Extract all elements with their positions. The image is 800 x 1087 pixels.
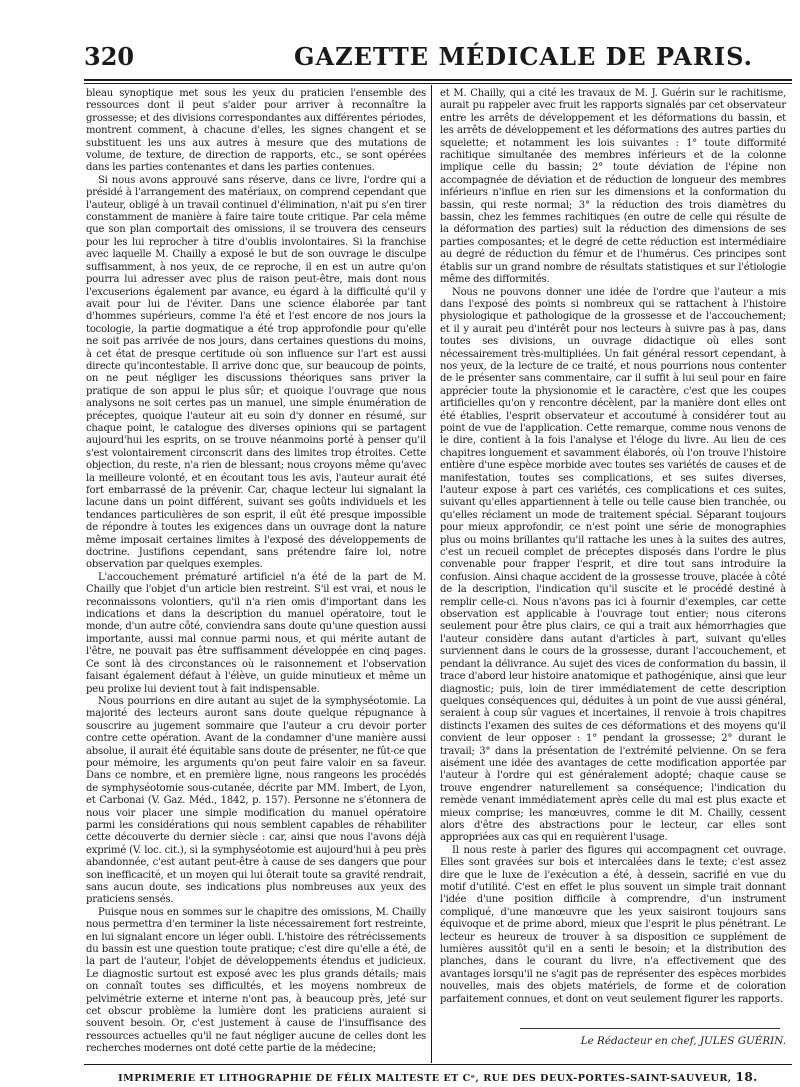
header-rule-thin	[84, 83, 792, 84]
paragraph: Nous pourrions en dire autant au sujet de la symphyséotomie. La majorité des lecteurs auront sans doute quelque répugnance à souscrire au jugement sommaire que l'auteur a cru devoir porter contre cette opération. Avant de la condamner d'une manière aussi absolue, il aurait été équitable sans doute de présenter, ne fût-ce que pour mémoire, les arguments qu'on peut faire valoir en sa faveur. Dans ce nombre, et en première ligne, nous rangeons les procédés de symphyséotomie sous-cutanée, décrite par MM. Imbert, de Lyon, et Carbonai (V. Gaz. Méd., 1842, p. 157). Personne ne s'étonnera de nous voir placer une simple modification du manuel opératoire parmi les considérations qui nous semblent capables de réhabiliter cette découverte du dernier siècle : car, ainsi que nous l'avons déjà exprimé (V. loc. cit.), si la symphyséotomie est aujourd'hui à peu près abandonnée, c'est autant peut-être à cause de ses dangers que pour son inefficacité, et un moyen qui lui ôterait toute sa gravité rendrait, sans aucun doute, ses indications plus nombreuses aux yeux des praticiens sensés.	[86, 695, 426, 906]
masthead-title: GAZETTE MÉDICALE DE PARIS.	[294, 42, 753, 71]
paragraph: Si nous avons approuvé sans réserve, dans ce livre, l'ordre qui a présidé à l'arrangement des matériaux, on comprend cependant que l'auteur, obligé à un travail continuel d'élimination, n'ait pu s'en tirer constamment de manière à faire taire toute critique. Par cela même que son plan comportait des omissions, il se trouvera des censeurs pour les lui reprocher à titre d'oublis involontaires. Si la franchise avec laquelle M. Chailly a exposé le but de son ouvrage le disculpe suffisamment, à nos yeux, de ce reproche, il en est un autre qu'on pourra lui adresser avec plus de raison peut-être, mais dont nous l'excuserions également par avance, eu égard à la difficulté qu'il y avait pour lui de l'éviter. Dans une science élaborée par tant d'hommes supérieurs, comme l'a été et l'est encore de nos jours la tocologie, la partie dogmatique a été trop approfondie pour qu'elle ne soit pas arrivée de nos jours, dans certaines questions du moins, à cet état de presque certitude où son influence sur l'art est aussi directe qu'incontestable. Il arrive donc que, sur beaucoup de points, on ne peut négliger les discussions théoriques sans priver la pratique de son appui le plus sûr; et quoique l'ouvrage que nous analysons ne soit certes pas un manuel, une simple énumération de préceptes, quoique l'auteur ait eu soin d'y donner en résumé, sur chaque point, le catalogue des diverses opinions qui se partagent aujourd'hui les esprits, on se trouve néanmoins porté à penser qu'il s'est volontairement circonscrit dans des limites trop étroites. Cette objection, du reste, n'a rien de blessant; nous croyons même qu'avec la meilleure volonté, et en écoutant tous les avis, l'auteur aurait été fort embarrassé de la prévenir. Car, chaque lecteur lui signalant la lacune dans un point différent, suivant ses goûts individuels et les tendances particulières de son esprit, il eût été presque impossible de répondre à toutes les exigences dans un ouvrage dont la nature même imposait certaines limites à l'exposé des développements de doctrine. Justifions cependant, sans prétendre faire loi, notre observation par quelques exemples.	[86, 174, 426, 571]
paragraph: bleau synoptique met sous les yeux du praticien l'ensemble des ressources dont il peut s'aider pour arriver à reconnaître la grossesse; et des divisions correspondantes aux différentes périodes, montrent comment, à chacune d'elles, les signes changent et se substituent les uns aux autres à mesure que des mutations de volume, de texture, de direction de rapports, etc., se sont opérées dans les parties contenantes et dans les parties contenues.	[86, 88, 426, 174]
signature-rule	[520, 1028, 780, 1029]
page-header	[84, 42, 792, 76]
page-number: 320	[84, 42, 135, 71]
imprint-text: IMPRIMERIE ET LITHOGRAPHIE DE FÉLIX MALTESTE ET Cᵉ, RUE DES DEUX-PORTES-SAINT-SAUVEUR,	[118, 1073, 732, 1084]
column-divider	[431, 85, 432, 1063]
imprint-number: 18.	[735, 1070, 758, 1084]
left-column	[86, 88, 426, 1056]
header-rule	[84, 79, 792, 81]
editor-signature: Le Rédacteur en chef, JULES GUÉRIN.	[580, 1035, 786, 1047]
paragraph: Puisque nous en sommes sur le chapitre des omissions, M. Chailly nous permettra d'en terminer la liste nécessairement fort restreinte, en lui signalant encore un léger oubli. L'histoire des rétrécissements du bassin est une question toute pratique; c'est dire qu'elle a été, de la part de l'auteur, l'objet de développements étendus et judicieux. Le diagnostic surtout est exposé avec les plus grands détails; mais on connaît toutes ses difficultés, et les moyens nombreux de pelvimétrie externe et interne n'ont pas, à beaucoup près, jeté sur cet obscur problème la lumière dont les praticiens auraient si souvent besoin. Or, c'est justement à cause de l'insuffisance des ressources actuelles qu'il ne faut négliger aucune de celles dont les recherches modernes ont doté cette partie de la médecine;	[86, 906, 426, 1055]
printer-imprint	[84, 1070, 792, 1084]
paragraph: et M. Chailly, qui a cité les travaux de M. J. Guérin sur le rachitisme, aurait pu rappeler avec fruit les rapports signalés par cet observateur entre les arrêts de développement et les déformations du bassin, et les arrêts de développement et les déformations des autres parties du squelette; et notamment les lois suivantes : 1° toute difformité rachitique simultanée des membres inférieurs et de la colonne implique celle du bassin; 2° toute déviation de l'épine non accompagnée de déviation et de réduction de longueur des membres inférieurs n'influe en rien sur les dimensions et la conformation du bassin, qui reste normal; 3° la réduction des trois diamètres du bassin, chez les femmes rachitiques (en outre de celle qui résulte de la déformation des parties) suit la réduction des dimensions de ses parties composantes; et le degré de cette réduction est intermédiaire au degré de réduction du fémur et de l'humérus. Ces principes sont établis sur un grand nombre de résultats statistiques et sur l'étiologie même des difformités.	[440, 88, 786, 286]
paragraph: Il nous reste à parler des figures qui accompagnent cet ouvrage. Elles sont gravées sur bois et intercalées dans le texte; c'est assez dire que le luxe de l'exécution a été, à dessein, sacrifié en vue du motif d'utilité. C'est en effet le plus souvent un simple trait donnant l'idée d'une position difficile à comprendre, d'un instrument compliqué, d'une manœuvre que les yeux saisiront toujours sans équivoque et de prime abord, mieux que l'esprit le plus pénétrant. Le lecteur es heureux de trouver à sa disposition ce supplément de lumières aussitôt qu'il en a senti le besoin; et la distribution des planches, dans le courant du livre, n'a effectivement que des avantages lorsqu'il ne s'agit pas de représenter des espèces morbides nouvelles, mais des objets matériels, de forme et de coloration parfaitement connues, et dont on veut seulement figurer les rapports.	[440, 844, 786, 1005]
footer-rule	[84, 1064, 792, 1065]
paragraph: Nous ne pouvons donner une idée de l'ordre que l'auteur a mis dans l'exposé des points si nombreux qui se rattachent à l'histoire physiologique et pathologique de la grossesse et de l'accouchement; et il y aurait peu d'intérêt pour nos lecteurs à suivre pas à pas, dans toutes ses divisions, un ouvrage didactique où elles sont nécessairement très-multipliées. Un fait général ressort cependant, à nos yeux, de la lecture de ce traité, et nous pourrions nous contenter de le présenter sans commentaire, car il suffit à lui seul pour en faire apprécier toute la physionomie et le caractère, c'est que les coupes artificielles qu'on y rencontre décèlent, par la manière dont elles ont été établies, l'esprit observateur et accoutumé à considérer tout au point de vue de l'application. Cette remarque, comme nous venons de le dire, contient à la fois l'analyse et l'éloge du livre. Au lieu de ces chapitres longuement et savamment élaborés, où l'on trouve l'histoire entière d'une espèce morbide avec toutes ses variétés de causes et de manifestation, toutes ses complications, et ses suites diverses, l'auteur expose à part ces variétés, ces complications et ces suites, suivant qu'elles appartiennent à telle ou telle cause bien tranchée, ou qu'elles réclament un mode de traitement spécial. Séparant toujours pour mieux approfondir, ce n'est point une série de monographies plus ou moins brillantes qu'il rattache les unes à la suites des autres, c'est un recueil complet de préceptes disposés dans l'ordre le plus convenable pour frapper l'esprit, et dire tout sans introduire la confusion. Ainsi chaque accident de la grossesse trouve, placée à côté de la description, l'indication qu'il suscite et le procédé destiné à remplir celle-ci. Nous n'avons pas ici à fournir d'exemples, car cette observation est applicable à l'ouvrage tout entier; nous citerons seulement pour être plus clairs, ce qui a trait aux hémorrhagies que l'auteur considère dans autant d'articles à part, suivant qu'elles surviennent dans le cours de la grossesse, durant l'accouchement, et pendant la délivrance. Au sujet des vices de conformation du bassin, il trace d'abord leur histoire anatomique et pathogénique, ainsi que leur diagnostic; puis, loin de tirer immédiatement de cette description quelques conséquences qui, déduites à un point de vue aussi général, seraient à coup sûr vagues et incertaines, il renvoie à trois chapitres distincts l'examen des suites de ces déformations et des moyens qu'il convient de leur opposer : 1° pendant la grossesse; 2° durant le travail; 3° dans la présentation de l'extrémité pelvienne. On se fera aisément une idée des avantages de cette modification apportée par l'auteur à l'ordre qui est généralement adopté; chaque cause se trouve engendrer naturellement sa conséquence; l'indication du remède venant immédiatement après celle du mal est plus exacte et mieux comprise; les manœuvres, comme le dit M. Chailly, cessent alors d'être des abstractions pour le lecteur, car elles sont appropriées aux cas qui en requièrent l'usage.	[440, 286, 786, 844]
right-column	[440, 88, 786, 1006]
paragraph: L'accouchement prématuré artificiel n'a été de la part de M. Chailly que l'objet d'un article bien restreint. S'il est vrai, et nous le reconnaissons volontiers, qu'il n'a rien omis d'important dans les indications et dans la description du manuel opératoire, tout le monde, d'un autre côté, conviendra sans doute qu'une question aussi importante, aussi mal connue parmi nous, et qui mérite autant de l'être, ne pouvait pas être suffisamment développée en cinq pages. Ce sont là des circonstances où le raisonnement et l'observation faisant également défaut à l'élève, un guide minutieux et même un peu prolixe lui devient tout à fait indispensable.	[86, 571, 426, 695]
